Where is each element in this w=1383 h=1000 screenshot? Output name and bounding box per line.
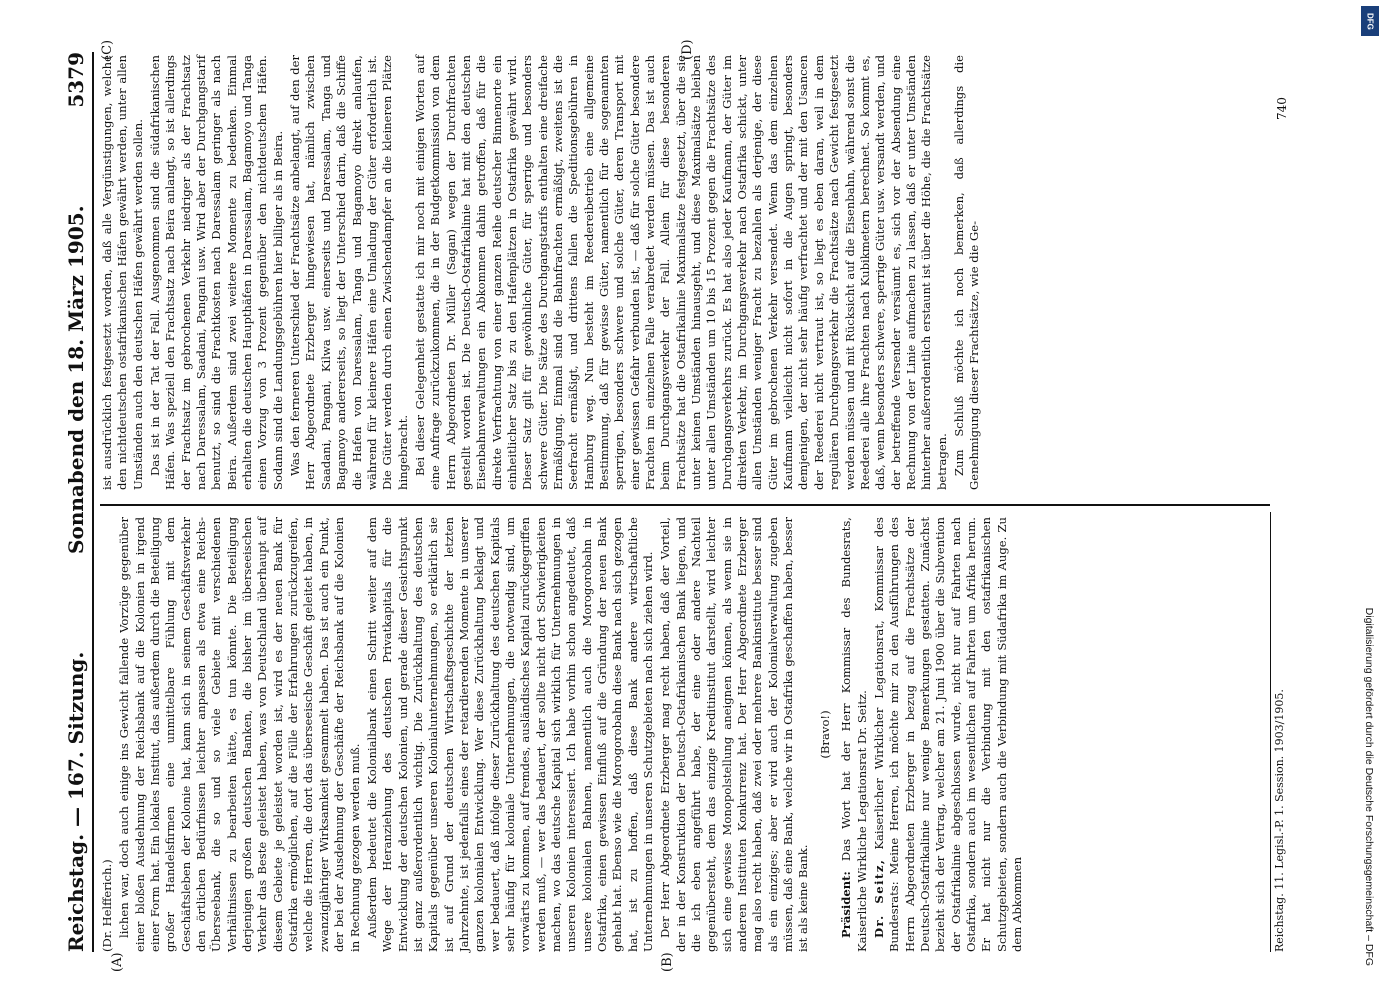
president-label: Präsident: xyxy=(839,871,854,938)
paragraph: Das ist in der Tat der Fall. Ausgenommen sind die südafrikanischen Häfen. Was speziell den Frachtsatz nach Beira anlangt, so ist allerdings der Frachtsatz im gebrochenen Verkehr niedriger als der Frachtsatz nach Daressalam, Saadani, Pangani usw. Wird aber der Durchgangstarif benutzt, so sind die Frachtkosten nach Daressalam geringer als nach Beira. Außerdem sind zwei weitere Momente zu bedenken. Einmal erhalten die deutschen Haupthäfen in Daressalam, Bagamoyo und Tanga einen Vorzug von 3 Prozent gegenüber den nichtdeutschen Häfen. Sodann sind die Landungsgebühren hier billiger als in Beira. xyxy=(148,55,285,490)
page-footer: Reichstag. 11. Legisl.-P. 1. Session. 1903/1905. xyxy=(1270,512,1286,952)
speaker-line: (Dr. Helfferich.) xyxy=(100,859,114,952)
dfg-logo: DFG xyxy=(1361,6,1379,36)
paragraph: Bei dieser Gelegenheit gestatte ich mir noch mit einigen Worten auf eine Anfrage zurückzukommen, die in der Budgetkommission von dem Herrn Abgeordneten Dr. Müller (Sagan) wegen der Durchfrachten gestellt worden ist. Die Deutsch-Ostafrikalinie hat mit den deutschen Eisenbahnverwaltungen ein Abkommen dahin getroffen, daß für die direkte Verfrachtung von einer ganzen Reihe deutscher Binnenorte ein einheitlicher Satz bis zu den Hafenplätzen in Ostafrika gewährt wird. Dieser Satz gilt für gewöhnliche Güter, für sperrige und besonders schwere Güter. Die Sätze des Durchgangstarifs enthalten eine dreifache Ermäßigung. Einmal sind die Bahnfrachten ermäßigt, zweitens ist die Seefracht ermäßigt, und drittens fallen die Speditionsgebühren in Hamburg weg. Nun besteht im Reedereibetrieb eine allgemeine Bestimmung, daß für gewisse Güter, namentlich für die sogenannten sperrigen, besonders schwere und solche Güter, deren Transport mit einer gewissen Gefahr verbunden ist, — daß für solche Güter besondere Frachten im einzelnen Falle verabredet werden müssen. Das ist auch beim Durchgangsverkehr der Fall. Allein für diese besonderen Frachtsätze hat die Ostafrikalinie Maximalsätze festgesetzt, über die sie unter keinen Umständen hinausgeht, und diese Maximalsätze bleiben unter allen Umständen um 10 bis 15 Prozent gegen die Frachtsätze des Durchgangsverkehrs zurück. Es hat also jeder Kaufmann, der Güter im direkten Verkehr, im Durchgangsverkehr nach Ostafrika schickt, unter allen Umständen weniger Fracht zu bezahlen als derjenige, der diese Güter im gebrochenen Verkehr versendet. Wenn das dem einzelnen Kaufmann vielleicht nicht sofort in die Augen springt, besonders demjenigen, der nicht sehr häufig verfrachtet und der mit den Usancen der Reederei nicht vertraut ist, so liegt es eben daran, weil in dem regulären Durchgangsverkehr die Frachtsätze nach Gewicht festgesetzt werden müssen und mit Rücksicht auf die Eisenbahn, während sonst die Reederei alle ihre Frachten nach Kubikmetern berechnet. So kommt es, daß, wenn besonders schwere, sperrige Güter usw. versandt werden, und der betreffende Versender versäumt es, sich vor der Absendung eine Rechnung von der Linie aufmachen zu lassen, daß er unter Umständen hinterher außerordentlich erstaunt ist über die Höhe, die die Frachtsätze betragen. xyxy=(412,55,949,490)
paragraph: Zum Schluß möchte ich noch bemerken, daß allerdings die Genehmigung dieser Frachtsätze, wie die Ge- xyxy=(951,55,982,490)
seitz-paragraph xyxy=(872,517,1025,952)
header-page-number: 5379 xyxy=(64,52,88,108)
paragraph: lichen war, doch auch einige ins Gewicht fallende Vorzüge gegenüber einer bloßen Ausdehnung der Reichsbank auf die Kolonien in irgend einer Form hat. Ein lokales Institut, das außerdem durch die Beteiligung großer Handelsfirmen eine unmittelbare Fühlung mit dem Geschäftsleben der Kolonie hat, kann sich in seinem Geschäftsverkehr den örtlichen Bedürfnissen leichter anpassen als etwa eine Reichs-Überseebank, die so und so viele Gebiete mit verschiedenen Verhältnissen zu bearbeiten hätte, es tun könnte. Die Beteiligung derjenigen großen deutschen Banken, die bisher im überseeischen Verkehr das Beste geleistet haben, was von Deutschland überhaupt auf diesem Gebiete je geleistet worden ist, wird es der neuen Bank für Ostafrika ermöglichen, auf die Fülle der Erfahrungen zurückzugreifen, welche die Herren, die dort das überseeische Geschäft geleitet haben, in zwanzigjähriger Wirksamkeit gesammelt haben. Das ist auch ein Punkt, der bei der Ausdehnung der Geschäfte der Reichsbank auf die Kolonien in Rechnung gezogen werden muß. xyxy=(117,517,362,952)
digitization-credit xyxy=(1358,0,1382,1000)
president-paragraph xyxy=(839,517,870,952)
page-header xyxy=(48,52,94,952)
credit-text: Digitalisierung gefördert durch die Deutsche Forschungsgemeinschaft – DFG xyxy=(1363,607,1375,966)
seitz-text: Kaiserlicher Wirklicher Legationsrat, Kommissar des Bundesrats: Meine Herren, ich möchte mir zu den Ausführungen des Herrn Abgeordneten Erzberger in bezug auf die Frachtsätze der Deutsch-Ostafrikalinie nur wenige Bemerkungen gestatten. Zunächst bezieht sich der Vertrag, welcher am 21. Juni 1900 über die Subvention der Ostafrikalinie abgeschlossen wurde, nicht nur auf Fahrten nach Ostafrika, sondern auch im wesentlichen auf Fahrten um Afrika herum. Er hat nicht nur die Verbindung mit den ostafrikanischen Schutzgebieten, sondern auch die Verbindung mit Südafrika im Auge. Zu dem Abkommen xyxy=(871,517,1024,952)
seitz-label: Dr. Seitz, xyxy=(871,858,886,938)
paragraph: Der Herr Abgeordnete Erzberger mag recht haben, daß der Vorteil, der in der Konstruktion der Deutsch-Ostafrikanischen Bank liegen, und die ich eben angeführt habe, der eine oder andere Nachteil gegenübersteht, dem das einzige Kreditinstitut darstellt, wird leichter sich eine gewisse Monopolstellung aneignen können, als wenn sie in anderen Instituten Konkurrenz hat. Der Herr Abgeordnete Erzberger mag also recht haben, daß zwei oder mehrere Bankinstitute besser sind als ein einziges; aber er wird auch der Kolonialverwaltung zugeben müssen, daß eine Bank, welche wir in Ostafrika geschaffen haben, besser ist als keine Bank. xyxy=(658,517,811,952)
column-divider xyxy=(100,505,1270,507)
paragraph: ist ausdrücklich festgesetzt worden, daß alle Vergünstigungen, welche den nichtdeutschen ostafrikanischen Häfen gewährt werden, unter allen Umständen auch den deutschen Häfen gewährt werden sollen. xyxy=(100,55,145,490)
president-text: Das Wort hat der Herr Kommissar des Bundesrats, Kaiserliche Wirkliche Legationsrat Dr. Seitz. xyxy=(839,517,869,952)
applause-note: (Bravo!) xyxy=(817,710,832,759)
margin-marker-b: (B) xyxy=(660,952,675,972)
sheet-number: 740 xyxy=(1275,97,1289,120)
margin-marker-a: (A) xyxy=(110,952,125,972)
left-column xyxy=(100,517,1027,952)
right-column xyxy=(100,55,985,490)
header-date: Sonnabend den 18. März 1905. xyxy=(64,205,88,554)
paragraph: Außerdem bedeutet die Kolonialbank einen Schritt weiter auf dem Wege der Heranziehung des deutschen Privatkapitals für die Entwicklung der deutschen Kolonien, und gerade dieser Gesichtspunkt ist ganz außerordentlich wichtig. Die Zurückhaltung des deutschen Kapitals gegenüber unseren Kolonialunternehmungen, so erklärlich sie ist auf Grund der deutschen Wirtschaftsgeschichte der letzten Jahrzehnte, ist jedenfalls eines der retardierenden Momente in unserer ganzen kolonialen Entwicklung. Wer diese Zurückhaltung beklagt und wer bedauert, daß infolge dieser Zurückhaltung des deutschen Kapitals sehr häufig für koloniale Unternehmungen, die notwendig sind, um vorwärts zu kommen, auf fremdes, ausländisches Kapital zurückgegriffen werden muß, — wer das bedauert, der sollte nicht dort Schwierigkeiten machen, wo das deutsche Kapital sich wirklich für Unternehmungen in unseren Kolonien interessiert. Ich habe vorhin schon angedeutet, daß unsere kolonialen Bahnen, namentlich auch die Morogorobahn in Ostafrika, einen gewissen Einfluß auf die Gründung der neuen Bank gehabt hat. Ebenso wie die Morogorobahn diese Bank nach sich gezogen hat, ist zu hoffen, daß diese Bank andere wirtschaftliche Unternehmungen in unseren Schutzgebieten nach sich ziehen wird. xyxy=(364,517,656,952)
margin-marker-d: (D) xyxy=(680,39,695,60)
paragraph: Was den ferneren Unterschied der Frachtsätze anbelangt, auf den der Herr Abgeordnete Erzberger hingewiesen hat, nämlich zwischen Saadani, Pangani, Kilwa usw. einerseits und Daressalam, Tanga und Bagamoyo andererseits, so liegt der Unterschied darin, daß die Schiffe die Hafen von Daressalam, Tanga und Bagamoyo direkt anlaufen, während für kleinere Häfen eine Umladung der Güter erforderlich ist. Die Güter werden durch einen Zwischendampfer an die kleineren Plätze hingebracht. xyxy=(288,55,410,490)
header-left: Reichstag. — 167. Sitzung. xyxy=(64,651,88,952)
margin-marker-c: (C) xyxy=(100,39,115,60)
